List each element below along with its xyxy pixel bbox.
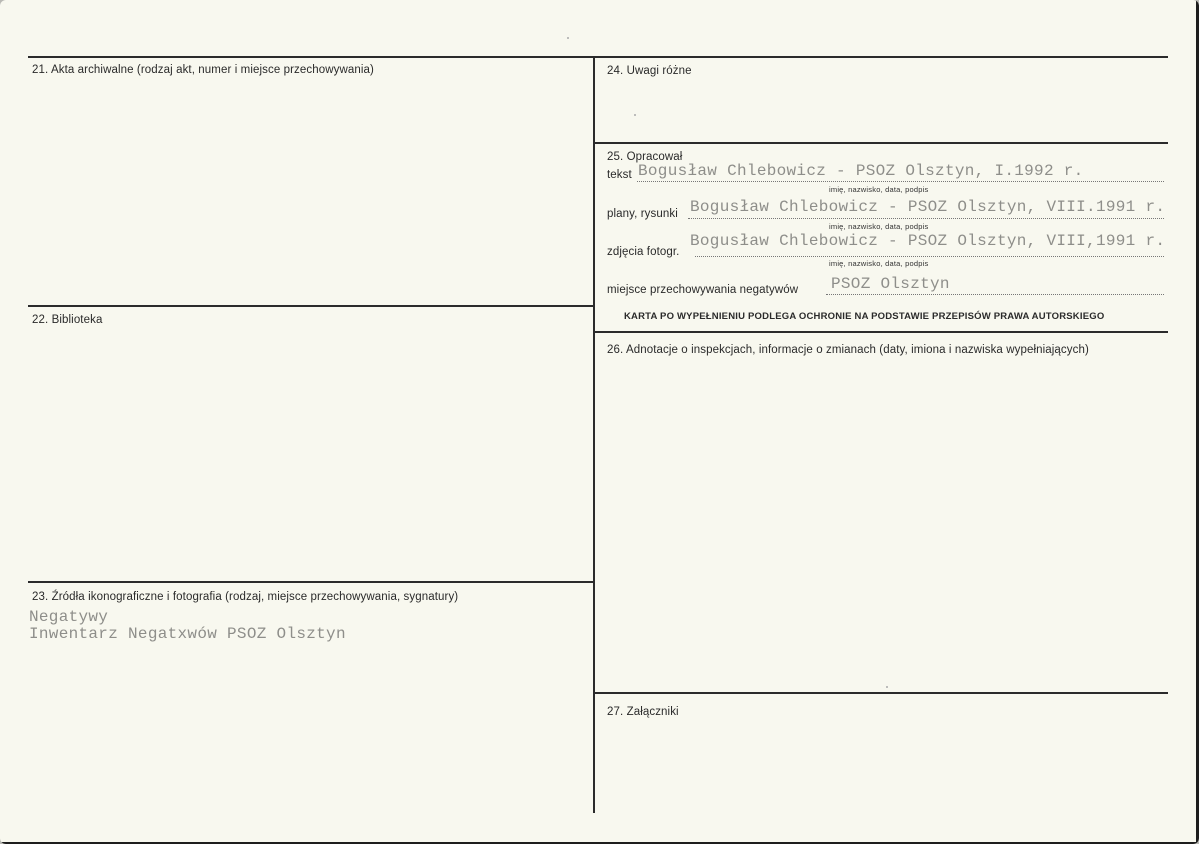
divider-21-22 [28, 305, 594, 307]
zdjecia-caption: imię, nazwisko, data, podpis [829, 259, 929, 268]
divider-25-26 [594, 331, 1168, 333]
divider-22-23 [28, 581, 594, 583]
paper-speck [886, 686, 888, 688]
copyright-note: KARTA PO WYPEŁNIENIU PODLEGA OCHRONIE NA PODSTAWIE PRZEPISÓW PRAWA AUTORSKIEGO [624, 311, 1105, 322]
tekst-caption: imię, nazwisko, data, podpis [829, 185, 929, 194]
zdjecia-label: zdjęcia fotogr. [607, 246, 680, 258]
section-23-typed-line1: Negatywy [29, 608, 109, 626]
section-26-label: 26. Adnotacje o inspekcjach, informacje o zmianach (daty, imiona i nazwiska wypełniających) [607, 344, 1089, 356]
negatywy-value: PSOZ Olsztyn [831, 275, 950, 293]
plany-dotted-line [688, 218, 1164, 219]
tekst-dotted-line [637, 181, 1164, 182]
tekst-value: Bogusław Chlebowicz - PSOZ Olsztyn, I.1992 r. [638, 162, 1084, 180]
section-22-label: 22. Biblioteka [32, 314, 103, 326]
divider-26-27 [594, 692, 1168, 694]
paper-speck [634, 114, 636, 116]
tekst-label: tekst [607, 169, 632, 181]
plany-caption: imię, nazwisko, data, podpis [829, 222, 929, 231]
paper-speck [567, 37, 569, 39]
divider-24-25 [594, 142, 1168, 144]
section-23-typed-line2: Inwentarz Negatxwów PSOZ Olsztyn [29, 625, 346, 643]
negatywy-label: miejsce przechowywania negatywów [607, 284, 799, 296]
section-23-label: 23. Źródła ikonograficzne i fotografia (rodzaj, miejsce przechowywania, sygnatury) [32, 591, 459, 603]
plany-label: plany, rysunki [607, 208, 678, 220]
negatywy-dotted-line [826, 294, 1164, 295]
top-rule [28, 56, 1168, 58]
section-25-label: 25. Opracował [607, 151, 683, 163]
center-divider [593, 56, 595, 813]
section-27-label: 27. Załączniki [607, 706, 679, 718]
section-21-label: 21. Akta archiwalne (rodzaj akt, numer i miejsce przechowywania) [32, 64, 374, 76]
zdjecia-value: Bogusław Chlebowicz - PSOZ Olsztyn, VIII,1991 r. [690, 232, 1166, 250]
zdjecia-dotted-line [695, 256, 1164, 257]
plany-value: Bogusław Chlebowicz - PSOZ Olsztyn, VIII.1991 r. [690, 198, 1166, 216]
section-24-label: 24. Uwagi różne [607, 65, 692, 77]
